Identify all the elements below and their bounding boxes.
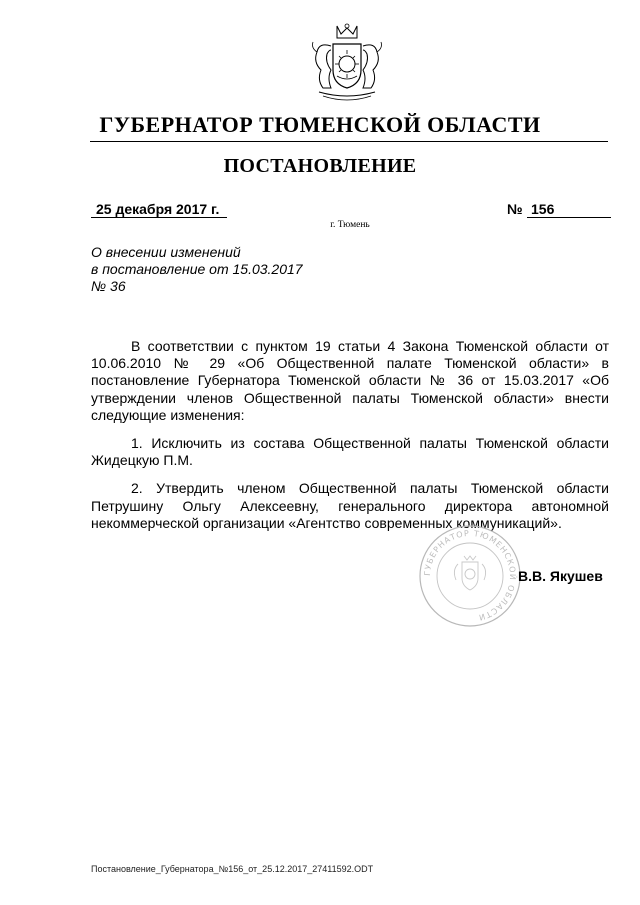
subject-line-3: № 36 [91, 278, 126, 294]
official-seal-stamp [418, 524, 522, 628]
issuing-authority-title: ГУБЕРНАТОР ТЮМЕНСКОЙ ОБЛАСТИ [99, 112, 541, 137]
document-number: 156 [531, 201, 555, 217]
document-type-title: ПОСТАНОВЛЕНИЕ [223, 155, 417, 177]
header-divider [90, 141, 608, 142]
seal-text: ГУБЕРНАТОР ТЮМЕНСКОЙ ОБЛАСТИ [422, 528, 518, 623]
body-intro-paragraph: В соответствии с пунктом 19 статьи 4 Закона Тюменской области от 10.06.2010 № 29 «Об Общественной палате Тюменской области» в постановление Губернатора Тюменской области № 36 от 15.03.2017 «Об утверждении членов Общественной палаты Тюменской области» внести следующие изменения: [91, 338, 609, 423]
body-item-1: 1. Исключить из состава Общественной палаты Тюменской области Жидецкую П.М. [91, 435, 609, 469]
footer-filename: Постановление_Губернатора_№156_от_25.12.2017_27411592.ODT [91, 864, 374, 874]
city-label: г. Тюмень [330, 220, 370, 230]
document-date: 25 декабря 2017 г. [96, 201, 220, 217]
signatory-name: В.В. Якушев [518, 568, 603, 584]
body-item-2: 2. Утвердить членом Общественной палаты Тюменской области Петрушину Ольгу Алексеевну, генерального директора автономной некоммерческой организации «Агентство современных коммуникаций». [91, 480, 609, 531]
coat-of-arms-emblem [303, 22, 391, 104]
document-subject [91, 244, 303, 295]
subject-line-1: О внесении изменений [91, 244, 241, 260]
subject-line-2: в постановление от 15.03.2017 [91, 261, 303, 277]
number-sign: № [507, 201, 523, 217]
document-body [91, 338, 609, 543]
